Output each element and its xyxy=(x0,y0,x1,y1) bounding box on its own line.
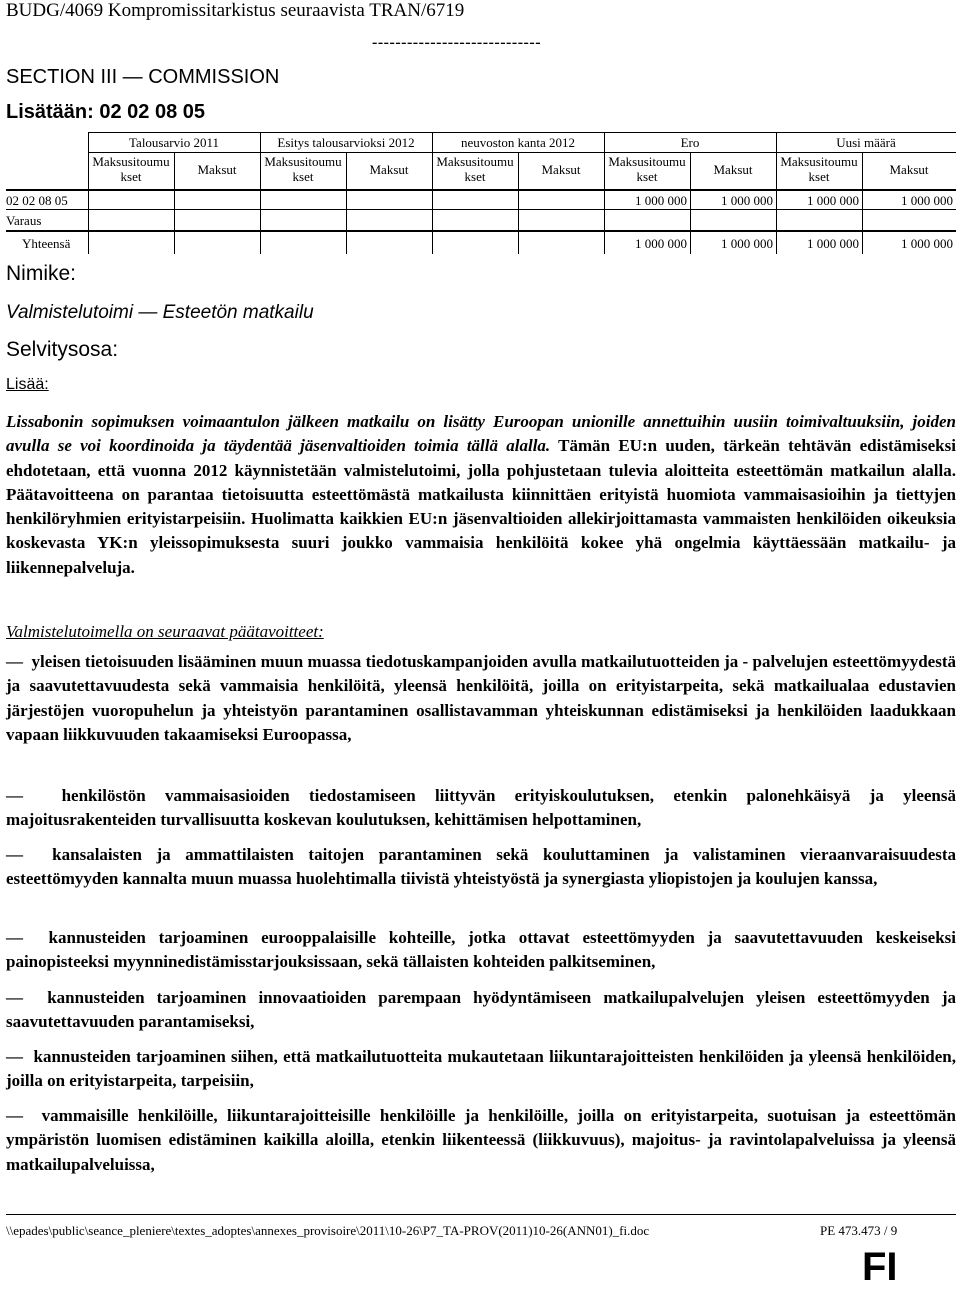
goal-lead: kannusteiden tarjoaminen siihen, että matkailutuotteita mukautetaan liikuntarajoitteisten henkilöiden ja xyxy=(33,1047,804,1066)
goal-item xyxy=(6,784,956,833)
paragraph-part: Tämän EU:n uuden, tärkeän tehtävän edistämiseksi ehdotetaan, että vuonna 2012 käynnistetään valmistelutoimi, jolla pohjustetaan tulevia aloitteita esteettömän matkailun alalla. xyxy=(6,436,956,480)
table-row-rule xyxy=(6,209,956,210)
goal-rest: vieraanvaraisuudesta esteettömyyden kannalta muun muassa huolehtimalla tiivistä yhteistyöstä ja synergiasta yliopistojen ja koulujen kanssa, xyxy=(6,845,957,889)
table-vline xyxy=(88,132,89,254)
group-header-budget-2011: Talousarvio 2011 xyxy=(129,135,219,150)
goal-rest: keskeiseksi painopisteeksi myynninedistämisstarjouksissaan, sekä tällaisten kohteiden palkitseminen, xyxy=(6,928,957,972)
separator-dashes: ----------------------------- xyxy=(372,34,542,51)
subheader-commitments: Maksusitoumu kset xyxy=(436,154,514,184)
dash-bullet: — xyxy=(6,845,23,864)
goal-lead: kannusteiden tarjoaminen innovaatioiden parempaan hyödyntämiseen matkailupalvelujen yleisen xyxy=(47,988,806,1007)
goals-intro: Valmistelutoimella on seuraavat päätavoitteet: xyxy=(6,622,324,641)
goal-rest: ja esteettömän ympäristön luomisen edistäminen kaikilla aloilla, etenkin liikenteessä (liikkuvuus), majoitus- ja ravintolapalveluissa ja yleensä matkailupalveluissa, xyxy=(6,1106,956,1174)
subheader-payments: Maksut xyxy=(889,162,929,177)
footer-rule xyxy=(6,1214,956,1215)
dash-bullet: — xyxy=(6,988,23,1007)
goal-item xyxy=(6,1104,956,1177)
paragraph-part: Päätavoitteena on parantaa tietoisuutta esteettömästä matkailusta kiinnittäen erityistä huomiota vammaisasioihin ja tiettyjen henkilöryhmien erityistarpeisiin. xyxy=(6,484,956,529)
explanation-paragraph xyxy=(6,410,956,580)
cell-total-new-commitments: 1 000 000 xyxy=(807,236,859,251)
cell-total-new-payments: 1 000 000 xyxy=(901,236,953,251)
subheader-payments: Maksut xyxy=(713,162,753,177)
row-label-budget-line: 02 02 08 05 xyxy=(6,193,68,208)
table-top-rule xyxy=(88,132,956,133)
subheader-commitments: Maksusitoumu kset xyxy=(264,154,342,184)
goal-lead: kannusteiden tarjoaminen eurooppalaisille kohteille, jotka ottavat esteettömyyden ja saavutettavuuden xyxy=(48,928,863,947)
cell-total-ero-payments: 1 000 000 xyxy=(721,236,773,251)
paragraph-part: Huolimatta kaikkien EU:n jäsenvaltioiden allekirjoittamasta vammaisten henkilöiden oikeuksia koskevasta YK:n yleissopimuksesta suuri joukko vammaisia henkilöitä kokee yhä ongelmia käyttäessään matkailu- ja liikennepalveluja. xyxy=(6,509,956,577)
dash-bullet: — xyxy=(6,652,23,671)
dash-bullet: — xyxy=(6,1047,23,1066)
group-header-draft-2012: Esitys talousarvioksi 2012 xyxy=(277,135,415,150)
section-heading: SECTION III — COMMISSION xyxy=(6,66,280,88)
goal-item xyxy=(6,1045,956,1094)
goal-rest: liittyvän erityiskoulutuksen, etenkin palonehkäisyä ja yleensä majoitusrakenteiden turvallisuutta koskevan koulutuksen, kehittämisen helpottaminen, xyxy=(6,786,957,830)
dash-bullet: — xyxy=(6,786,23,805)
goal-rest: palvelujen esteettömyydestä ja saavutettavuudesta sekä vammaisia henkilöitä, yleensä henkilöitä, joilla on erityistarpeita, sekä matkailualaa edustavien järjestöjen vuoropuhelun ja yhteistyön parantaminen osallistavamman yhteiskunnan edistämiseksi ja henkilöiden laadukkaan vapaan liikkuvuuden takaamiseksi Euroopassa, xyxy=(6,652,956,744)
cell-ero-payments: 1 000 000 xyxy=(721,193,773,208)
table-group-rule xyxy=(88,152,956,153)
subheader-commitments: Maksusitoumu kset xyxy=(608,154,686,184)
paragraph-part: Lissabonin sopimuksen voimaantulon jälkeen matkailu on lisätty Euroopan unionille annettuihin uusiin toimivaltuuksiin, joiden avulla se voi koordinoida ja täydentää jäsenvaltioiden toimia tällä alalla. xyxy=(6,412,956,456)
row-label-reserve: Varaus xyxy=(6,213,42,228)
footer-file-path: \\epades\public\seance_pleniere\textes_adoptes\annexes_provisoire\2011\10-26\P7_TA-PROV(2011)10-26(ANN01)_fi.doc xyxy=(6,1223,650,1238)
cell-new-commitments: 1 000 000 xyxy=(807,193,859,208)
goal-rest: yleensä henkilöiden, joilla on erityistarpeita, tarpeisiin, xyxy=(6,1047,956,1091)
goal-item xyxy=(6,843,956,892)
goal-lead: yleisen tietoisuuden lisääminen muun muassa tiedotuskampanjoiden avulla matkailutuotteiden ja - xyxy=(31,652,749,671)
group-header-difference: Ero xyxy=(680,135,700,150)
goal-lead: vammaisille henkilöille, liikuntarajoitteisille henkilöille ja henkilöille, joilla on erityistarpeita, suotuisan xyxy=(41,1106,837,1125)
table-vline xyxy=(260,132,261,254)
goal-lead: henkilöstön vammaisasioiden tiedostamiseen xyxy=(61,786,416,805)
dash-bullet: — xyxy=(6,928,23,947)
cell-new-payments: 1 000 000 xyxy=(901,193,953,208)
goal-rest: esteettömyyden ja saavutettavuuden parantamiseksi, xyxy=(6,988,957,1032)
cell-total-ero-commitments: 1 000 000 xyxy=(635,236,687,251)
subheader-payments: Maksut xyxy=(197,162,237,177)
nimike-value: Valmistelutoimi — Esteetön matkailu xyxy=(6,302,314,323)
dash-bullet: — xyxy=(6,1106,23,1125)
table-vline xyxy=(432,132,433,254)
subheader-payments: Maksut xyxy=(369,162,409,177)
label-lisaa: Lisää: xyxy=(6,376,49,393)
table-total-rule xyxy=(6,230,956,232)
subheader-payments: Maksut xyxy=(541,162,581,177)
cell-ero-commitments: 1 000 000 xyxy=(635,193,687,208)
goal-item xyxy=(6,986,956,1035)
table-header-rule xyxy=(6,189,956,191)
footer-language-code: FI xyxy=(862,1245,898,1289)
goal-item xyxy=(6,926,956,975)
budget-line-heading: Lisätään: 02 02 08 05 xyxy=(6,101,206,123)
goal-item xyxy=(6,650,956,747)
heading-selvitysosa: Selvitysosa: xyxy=(6,338,119,361)
subheader-commitments: Maksusitoumu kset xyxy=(92,154,170,184)
heading-nimike: Nimike: xyxy=(6,262,77,285)
row-label-total: Yhteensä xyxy=(22,236,71,251)
group-header-new-amount: Uusi määrä xyxy=(836,135,896,150)
subheader-commitments: Maksusitoumu kset xyxy=(780,154,858,184)
goal-lead: kansalaisten ja ammattilaisten taitojen parantaminen sekä kouluttaminen ja valistaminen xyxy=(52,845,786,864)
group-header-council-2012: neuvoston kanta 2012 xyxy=(460,135,576,150)
document-title: BUDG/4069 Kompromissitarkistus seuraavista TRAN/6719 xyxy=(6,0,465,21)
footer-pe-number: PE 473.473 / 9 xyxy=(820,1223,898,1238)
